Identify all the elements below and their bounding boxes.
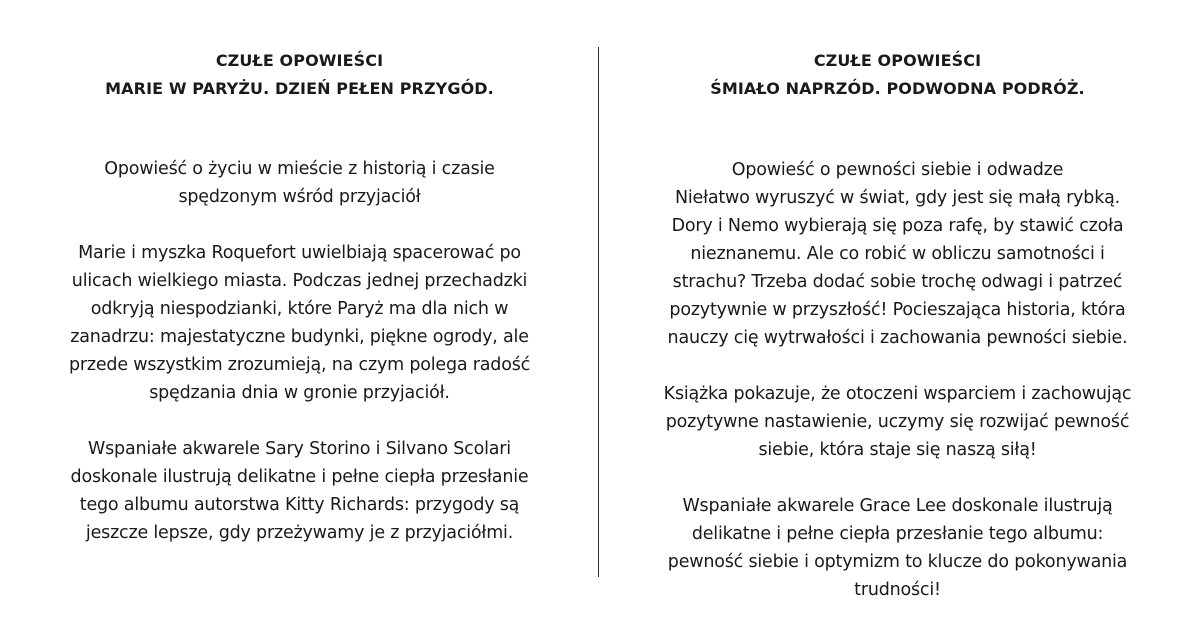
text-line: doskonale ilustrują delikatne i pełne ciepła przesłanie — [70, 467, 529, 487]
text-line: ulicach wielkiego miasta. Podczas jednej przechadzki — [71, 271, 528, 291]
text-line: tego albumu autorstwa Kitty Richards: przygody są — [79, 495, 520, 515]
left-book-name: MARIE W PARYŻU. DZIEŃ PEŁEN PRZYGÓD. — [105, 79, 494, 98]
text-line: odkryją niespodzianki, które Paryż ma dla nich w — [90, 299, 509, 319]
text-line: trudności! — [854, 580, 941, 600]
left-book-title — [48, 47, 551, 103]
text-line: spędzonym wśród przyjaciół — [178, 187, 421, 207]
right-series-title: CZUŁE OPOWIEŚCI — [813, 51, 982, 70]
text-line: pozytywnie w przyszłość! Pocieszająca historia, która — [669, 300, 1126, 320]
text-line: nieznanemu. Ale co robić w obliczu samotności i — [690, 244, 1105, 264]
text-line: Dory i Nemo wybierają się poza rafę, by stawić czoła — [671, 216, 1124, 236]
right-paragraph-2 — [645, 380, 1150, 464]
text-line: Wspaniałe akwarele Sary Storino i Silvano Scolari — [88, 439, 511, 459]
text-line: Marie i myszka Roquefort uwielbiają spacerować po — [78, 243, 521, 263]
text-line: Opowieść o pewności siebie i odwadze — [731, 160, 1064, 180]
text-line: zanadrzu: majestatyczne budynki, piękne ogrody, ale — [70, 327, 529, 347]
right-description — [645, 156, 1150, 604]
text-line: pozytywne nastawienie, uczymy się rozwijać pewność — [665, 412, 1130, 432]
text-line: delikatne i pełne ciepła przesłanie tego albumu: — [691, 524, 1104, 544]
left-paragraph-3 — [48, 435, 551, 547]
left-paragraph-2 — [48, 239, 551, 407]
left-series-title: CZUŁE OPOWIEŚCI — [215, 51, 384, 70]
text-line: Wspaniałe akwarele Grace Lee doskonale ilustrują — [682, 496, 1113, 516]
text-line: pewność siebie i optymizm to klucze do pokonywania — [667, 552, 1128, 572]
text-line: strachu? Trzeba dodać sobie trochę odwagi i patrzeć — [672, 272, 1123, 292]
text-line: przede wszystkim zrozumieją, na czym polega radość — [68, 355, 531, 375]
text-line: spędzania dnia w gronie przyjaciół. — [149, 383, 450, 403]
left-description — [48, 155, 551, 547]
text-line: siebie, która staje się naszą siłą! — [758, 440, 1037, 460]
right-book-title — [645, 47, 1150, 103]
left-paragraph-1 — [48, 155, 551, 211]
text-line: jeszcze lepsze, gdy przeżywamy je z przyjaciółmi. — [85, 523, 514, 543]
right-paragraph-1 — [645, 156, 1150, 352]
column-divider — [598, 47, 599, 577]
text-line: Niełatwo wyruszyć w świat, gdy jest się małą rybką. — [674, 188, 1121, 208]
text-line: nauczy cię wytrwałości i zachowania pewności siebie. — [667, 328, 1128, 348]
left-book-column — [48, 0, 551, 575]
text-line: Opowieść o życiu w mieście z historią i czasie — [104, 159, 495, 179]
right-book-name: ŚMIAŁO NAPRZÓD. PODWODNA PODRÓŻ. — [710, 79, 1085, 98]
right-paragraph-3 — [645, 492, 1150, 604]
text-line: Książka pokazuje, że otoczeni wsparciem i zachowując — [663, 384, 1132, 404]
right-book-column — [645, 0, 1150, 632]
